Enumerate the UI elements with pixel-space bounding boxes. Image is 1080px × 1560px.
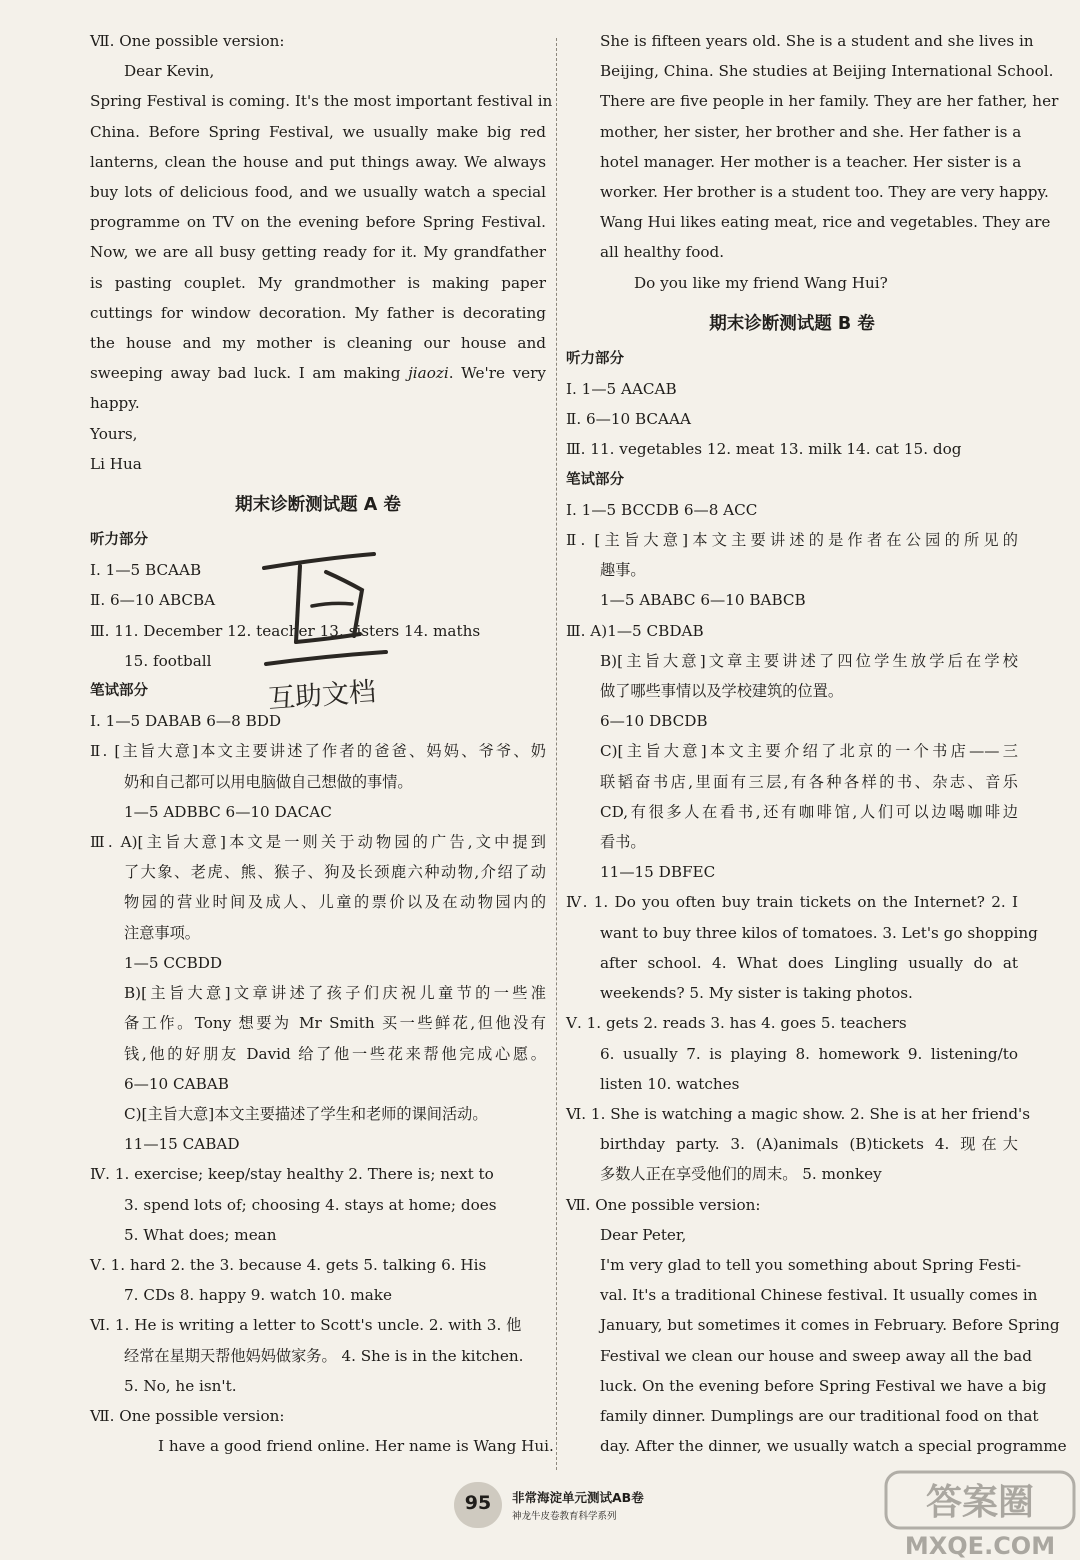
answer-line: 3. spend lots of; choosing 4. stays at home; does	[124, 1195, 497, 1214]
answer-line: birthday party. 3. (A)animals (B)tickets 4. 现在大	[600, 1135, 1018, 1154]
essay2-line: all healthy food.	[600, 243, 725, 262]
essay1-line: the house and my mother is cleaning our house and	[90, 334, 546, 353]
answer-line: Ⅳ. 1. exercise; keep/stay healthy 2. There is; next to	[90, 1165, 494, 1184]
answer-line: Ⅲ. 11. vegetables 12. meat 13. milk 14. cat 15. dog	[566, 440, 962, 459]
watermark-text: 答案圈	[925, 1482, 1035, 1523]
essay1-line: lanterns, clean the house and put things away. We always	[90, 152, 546, 171]
essay1-heading: Ⅶ. One possible version:	[90, 32, 285, 50]
answer-line: Festival we clean our house and sweep away all the bad	[600, 1346, 1032, 1365]
answer-line: Ⅰ. 1—5 AACAB	[566, 380, 677, 399]
answer-line: 注意事项。	[124, 923, 200, 942]
answer-line: Ⅱ. 6—10 BCAAA	[566, 410, 691, 429]
answer-line: CD,有很多人在看书,还有咖啡馆,人们可以边喝咖啡边	[600, 802, 1018, 821]
answer-line: Ⅲ. A)[主旨大意]本文是一则关于动物园的广告,文中提到	[90, 833, 546, 852]
listening-label: 听力部分	[566, 350, 624, 367]
essay1-signature: Li Hua	[90, 454, 142, 473]
answer-line: weekends? 5. My sister is taking photos.	[600, 984, 913, 1003]
answer-line: 多数人正在享受他们的周末。 5. monkey	[600, 1165, 882, 1184]
essay2-line: worker. Her brother is a student too. They are very happy.	[600, 183, 1049, 202]
answer-line: day. After the dinner, we usually watch a special programme	[600, 1437, 1067, 1456]
answer-line: 做了哪些事情以及学校建筑的位置。	[600, 682, 843, 701]
essay1-line: happy.	[90, 394, 140, 413]
answer-line: 看书。	[600, 833, 646, 852]
essay2-line: Beijing, China. She studies at Beijing International School.	[600, 62, 1054, 81]
answer-line: 5. What does; mean	[124, 1225, 277, 1244]
essay1-line: buy lots of delicious food, and we usually watch a special	[90, 183, 546, 202]
answer-line: 6—10 CABAB	[124, 1074, 229, 1093]
essay2-line: There are five people in her family. They are her father, her	[600, 92, 1059, 111]
answer-line: 11—15 DBFEC	[600, 863, 716, 882]
essay2-line: Wang Hui likes eating meat, rice and vegetables. They are	[600, 213, 1051, 232]
essay1-line: cuttings for window decoration. My father is decorating	[90, 303, 546, 322]
answer-line: 6—10 DBCDB	[600, 712, 708, 731]
answer-line: listen 10. watches	[600, 1074, 740, 1093]
essay1-greeting: Dear Kevin,	[124, 62, 215, 81]
answer-line: 1—5 ABABC 6—10 BABCB	[600, 591, 806, 610]
answer-line: 15. football	[124, 651, 212, 670]
handwritten-stamp	[256, 546, 416, 716]
answer-line: Ⅱ. [主旨大意]本文主要讲述了作者的爸爸、妈妈、爷爷、奶	[90, 742, 546, 761]
answer-line: want to buy three kilos of tomatoes. 3. Let's go shopping	[600, 923, 1038, 942]
answer-line: 趣事。	[600, 561, 646, 580]
essay2-line: hotel manager. Her mother is a teacher. Her sister is a	[600, 152, 1022, 171]
answer-line: Ⅰ. 1—5 DABAB 6—8 BDD	[90, 712, 282, 731]
essay1-line: is pasting couplet. My grandmother is making paper	[90, 273, 546, 292]
answer-line: 备工作。Tony 想要为 Mr Smith 买一些鲜花,但他没有	[124, 1014, 546, 1033]
page-number: 95	[464, 1492, 492, 1514]
answer-line: after school. 4. What does Lingling usually do at	[600, 953, 1018, 972]
writing-label: 笔试部分	[566, 471, 624, 488]
answer-line: Ⅳ. 1. Do you often buy train tickets on the Internet? 2. I	[566, 893, 1018, 912]
answer-line: val. It's a traditional Chinese festival. It usually comes in	[600, 1286, 1038, 1305]
answer-line: Ⅵ. 1. She is watching a magic show. 2. She is at her friend's	[566, 1104, 1031, 1123]
test-b-title: 期末诊断测试题 B 卷	[709, 313, 875, 334]
essay1-line: China. Before Spring Festival, we usually make big red	[90, 122, 546, 141]
answer-line: 了大象、老虎、熊、猴子、狗及长颈鹿六种动物,介绍了动	[124, 863, 546, 882]
answer-line: 6. usually 7. is playing 8. homework 9. listening/to	[600, 1044, 1018, 1063]
answer-line: Ⅶ. One possible version:	[90, 1406, 285, 1425]
essay2-line: mother, her sister, her brother and she. Her father is a	[600, 122, 1022, 141]
essay1-line-mixed	[90, 358, 546, 388]
answer-line: Ⅲ. A)1—5 CBDAB	[566, 621, 704, 640]
watermark-url: MXQE.COM	[904, 1532, 1056, 1560]
answer-line: Ⅴ. 1. hard 2. the 3. because 4. gets 5. talking 6. His	[90, 1255, 487, 1274]
essay2-line: She is fifteen years old. She is a student and she lives in	[600, 32, 1034, 50]
answer-line: Ⅶ. One possible version:	[566, 1195, 761, 1214]
answer-line: January, but sometimes it comes in February. Before Spring	[600, 1316, 1060, 1335]
answer-line: 联韬奋书店,里面有三层,有各种各样的书、杂志、音乐	[600, 772, 1018, 791]
essay1-closing: Yours,	[90, 424, 138, 443]
test-a-title: 期末诊断测试题 A 卷	[235, 495, 401, 516]
essay1-text-part: . We're very	[448, 364, 546, 383]
answer-line: I'm very glad to tell you something about Spring Festi-	[600, 1255, 1022, 1274]
answer-line: 7. CDs 8. happy 9. watch 10. make	[124, 1286, 392, 1305]
answer-line: C)[主旨大意]本文主要描述了学生和老师的课间活动。	[124, 1104, 488, 1123]
listening-label: 听力部分	[90, 532, 148, 549]
answer-line: 1—5 CCBDD	[124, 953, 223, 972]
answer-line: luck. On the evening before Spring Festival we have a big	[600, 1376, 1047, 1395]
answer-line: C)[主旨大意]本文主要介绍了北京的一个书店——三	[600, 742, 1018, 761]
essay1-line: programme on TV on the evening before Spring Festival.	[90, 213, 546, 232]
essay1-line: Now, we are all busy getting ready for it. My grandfather	[90, 243, 546, 262]
right-column	[566, 26, 1067, 1461]
answer-line: I have a good friend online. Her name is Wang Hui.	[158, 1437, 554, 1456]
answer-line: 5. No, he isn't.	[124, 1376, 237, 1395]
answer-line: 11—15 CABAD	[124, 1135, 240, 1154]
watermark-logo	[880, 1466, 1080, 1560]
answer-line: Ⅱ. [主旨大意]本文主要讲述的是作者在公园的所见的	[566, 531, 1018, 550]
answer-line: Ⅵ. 1. He is writing a letter to Scott's uncle. 2. with 3. 他	[90, 1316, 522, 1335]
answer-line: Ⅰ. 1—5 BCCDB 6—8 ACC	[566, 500, 758, 519]
answer-line: Dear Peter,	[600, 1225, 687, 1244]
answer-line: 物园的营业时间及成人、儿童的票价以及在动物园内的	[124, 893, 546, 912]
answer-line: family dinner. Dumplings are our traditional food on that	[600, 1406, 1039, 1425]
answer-line: 钱,他的好朋友 David 给了他一些花来帮他完成心愿。	[124, 1044, 546, 1063]
answer-line: Ⅰ. 1—5 BCAAB	[90, 561, 202, 580]
essay1-text-part: sweeping away bad luck. I am making	[90, 364, 409, 383]
answer-line: Ⅲ. 11. December 12. teacher 13. sisters 14. maths	[90, 621, 481, 640]
series-title: 非常海淀单元测试AB卷	[512, 1490, 644, 1505]
essay2-line: Do you like my friend Wang Hui?	[634, 273, 888, 292]
left-column	[90, 26, 554, 1461]
essay1-line: Spring Festival is coming. It's the most important festival in	[90, 92, 553, 111]
answer-line: B)[主旨大意]文章主要讲述了四位学生放学后在学校	[600, 651, 1018, 670]
answer-line: 1—5 ADBBC 6—10 DACAC	[124, 802, 332, 821]
publisher-line: 神龙牛皮卷教育科学系列	[512, 1511, 617, 1522]
answer-line: Ⅱ. 6—10 ABCBA	[90, 591, 216, 610]
column-divider	[556, 38, 557, 1470]
answer-line: 经常在星期天帮他妈妈做家务。 4. She is in the kitchen.	[124, 1346, 524, 1365]
writing-label: 笔试部分	[90, 683, 148, 700]
essay1-italic-word: jiaozi	[408, 364, 449, 383]
answer-line: B)[主旨大意]文章讲述了孩子们庆祝儿童节的一些准	[124, 984, 546, 1003]
answer-line: Ⅴ. 1. gets 2. reads 3. has 4. goes 5. teachers	[566, 1014, 907, 1033]
answer-line: 奶和自己都可以用电脑做自己想做的事情。	[124, 772, 413, 791]
svg-text:互助文档: 互助文档	[267, 676, 377, 716]
